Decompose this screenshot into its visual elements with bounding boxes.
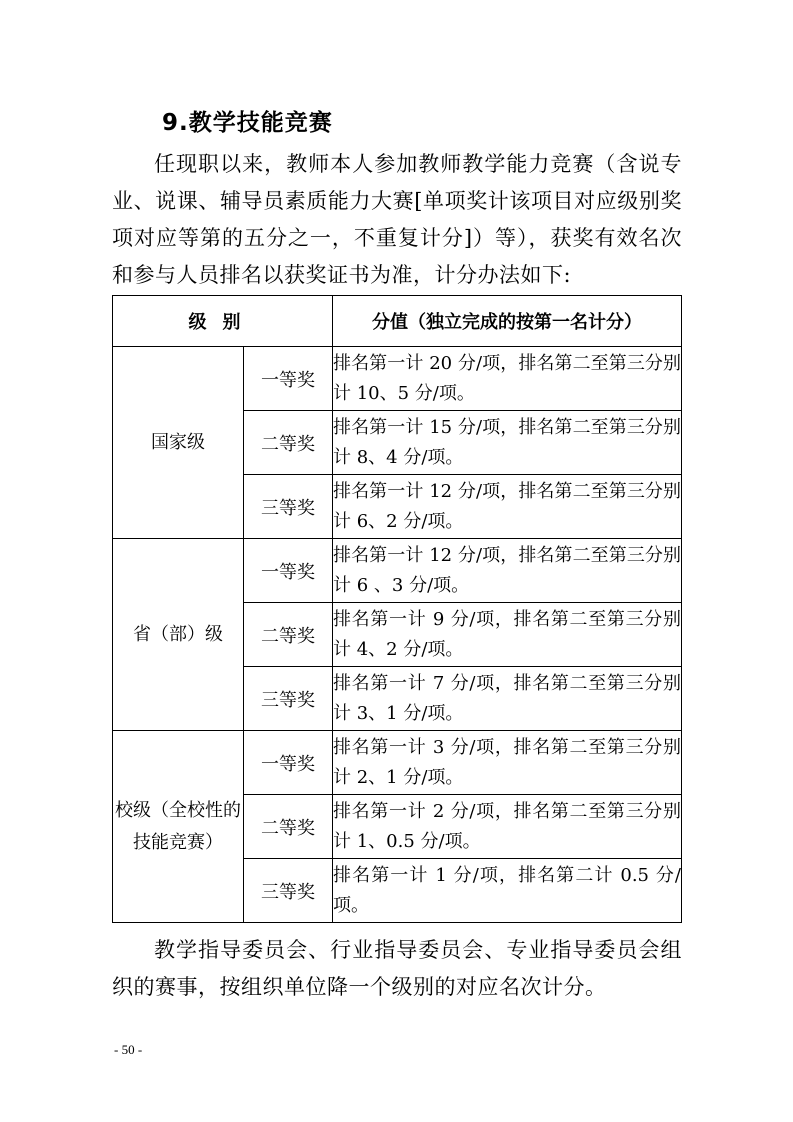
value-cell: 排名第一计 2 分/项，排名第二至第三分别计 1、0.5 分/项。 <box>333 795 682 859</box>
award-cell: 三等奖 <box>244 475 333 539</box>
value-cell: 排名第一计 12 分/项，排名第二至第三分别计 6、2 分/项。 <box>333 475 682 539</box>
value-cell: 排名第一计 1 分/项，排名第二计 0.5 分/项。 <box>333 859 682 923</box>
table-header-row <box>113 296 682 347</box>
award-cell: 三等奖 <box>244 859 333 923</box>
award-cell: 三等奖 <box>244 667 333 731</box>
scoring-table <box>112 295 682 923</box>
table-row <box>113 347 682 411</box>
value-cell: 排名第一计 9 分/项，排名第二至第三分别计 4、2 分/项。 <box>333 603 682 667</box>
value-cell: 排名第一计 15 分/项，排名第二至第三分别计 8、4 分/项。 <box>333 411 682 475</box>
note-paragraph: 教学指导委员会、行业指导委员会、专业指导委员会组织的赛事，按组织单位降一个级别的对应名次计分。 <box>112 938 682 999</box>
value-cell: 排名第一计 20 分/项，排名第二至第三分别计 10、5 分/项。 <box>333 347 682 411</box>
table-row <box>113 539 682 603</box>
award-cell: 二等奖 <box>244 795 333 859</box>
level-school: 校级（全校性的技能竞赛） <box>113 731 244 923</box>
award-cell: 一等奖 <box>244 539 333 603</box>
level-national: 国家级 <box>113 347 244 539</box>
value-cell: 排名第一计 12 分/项，排名第二至第三分别计 6 、3 分/项。 <box>333 539 682 603</box>
table-row <box>113 731 682 795</box>
award-cell: 一等奖 <box>244 347 333 411</box>
page-number: - 50 - <box>114 1042 143 1057</box>
value-cell: 排名第一计 7 分/项，排名第二至第三分别计 3、1 分/项。 <box>333 667 682 731</box>
award-cell: 二等奖 <box>244 603 333 667</box>
award-cell: 一等奖 <box>244 731 333 795</box>
header-value: 分值（独立完成的按第一名计分） <box>333 296 682 347</box>
intro-paragraph: 任现职以来，教师本人参加教师教学能力竞赛（含说专业、说课、辅导员素质能力大赛[单项奖计该项目对应级别奖项对应等第的五分之一，不重复计分]）等），获奖有效名次和参与人员排名以获奖证书为准，计分办法如下: <box>112 152 682 287</box>
award-cell: 二等奖 <box>244 411 333 475</box>
level-provincial: 省（部）级 <box>113 539 244 731</box>
value-cell: 排名第一计 3 分/项，排名第二至第三分别计 2、1 分/项。 <box>333 731 682 795</box>
section-heading: 9.教学技能竞赛 <box>162 110 333 136</box>
header-level: 级别 <box>113 296 333 347</box>
